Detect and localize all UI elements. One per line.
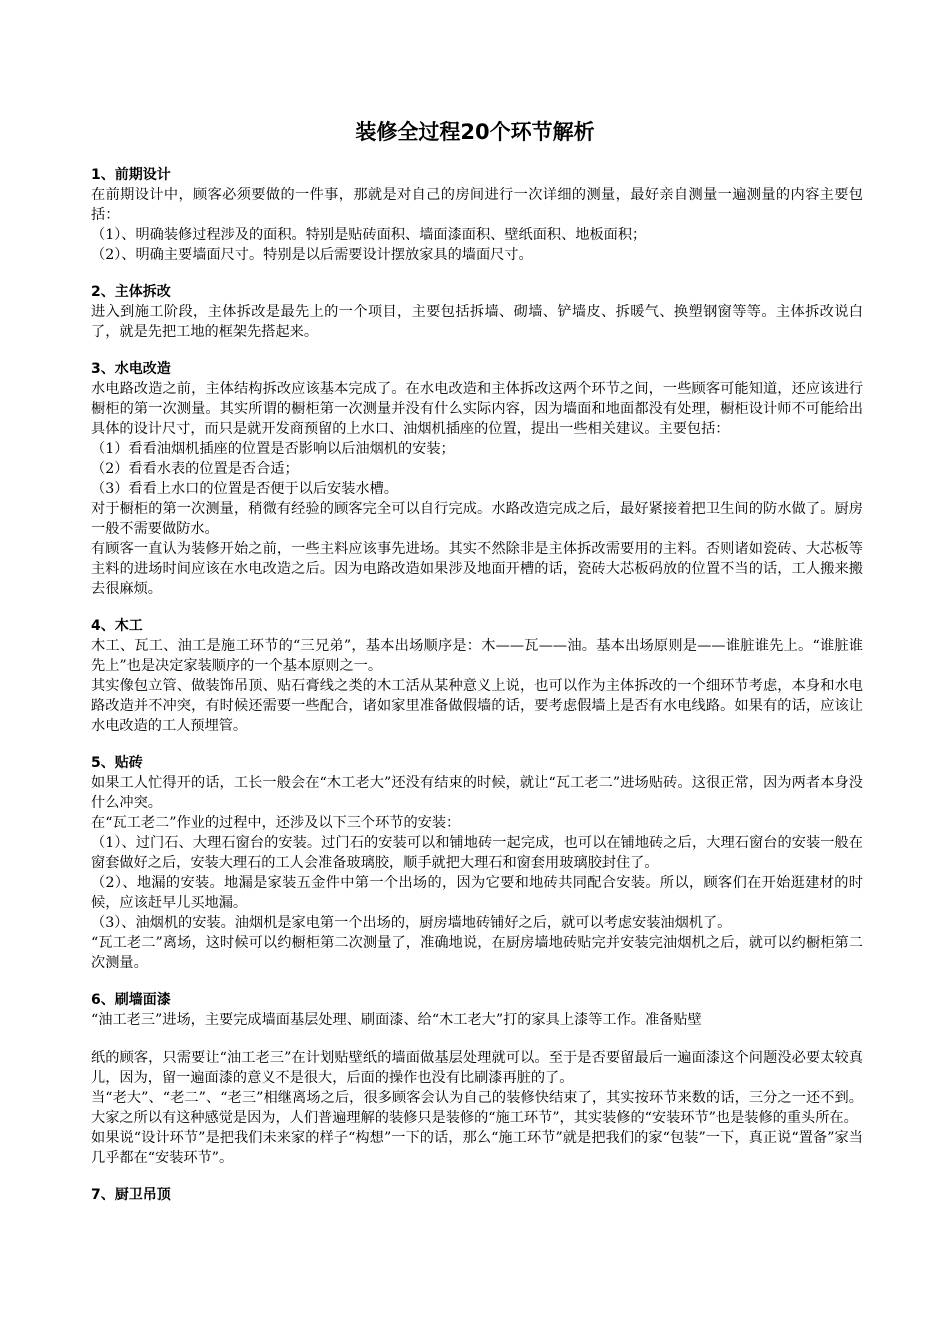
section-demolition	[91, 282, 863, 342]
section-tiling	[91, 753, 863, 973]
paragraph: （3）看看上水口的位置是否便于以后安装水槽。	[91, 481, 398, 497]
section-heading: 4、木工	[91, 618, 143, 634]
paragraph: 有顾客一直认为装修开始之前，一些主料应该事先进场。其实不然除非是主体拆改需要用的主料。否则诸如瓷砖、大芯板等主料的进场时间应该在水电改造之后。因为电路改造如果涉及地面开槽的话，瓷砖大芯板码放的位置不当的话，工人搬来搬去很麻烦。	[91, 541, 863, 597]
section-plumbing-electric	[91, 359, 863, 599]
paragraph: 进入到施工阶段，主体拆改是最先上的一个项目，主要包括拆墙、砌墙、铲墙皮、拆暖气、换塑钢窗等等。主体拆改说白了，就是先把工地的框架先搭起来。	[91, 304, 863, 340]
paragraph: 对于橱柜的第一次测量，稍微有经验的顾客完全可以自行完成。水路改造完成之后，最好紧接着把卫生间的防水做了。厨房一般不需要做防水。	[91, 501, 863, 537]
section-carpentry	[91, 616, 863, 736]
section-heading: 6、刷墙面漆	[91, 992, 171, 1008]
paragraph: 如果说“设计环节”是把我们未来家的样子“构想”一下的话，那么“施工环节”就是把我们的家“包装”一下，真正说“置备”家当几乎都在“安装环节”。	[91, 1130, 863, 1166]
section-heading: 7、厨卫吊顶	[91, 1187, 171, 1203]
section-ceiling	[91, 1185, 863, 1205]
paragraph: （2）、地漏的安装。地漏是家装五金件中第一个出场的，因为它要和地砖共同配合安装。所以，顾客们在开始逛建材的时候，应该赶早儿买地漏。	[91, 875, 863, 911]
section-wall-paint	[91, 990, 863, 1168]
paragraph: （2）看看水表的位置是否合适；	[91, 461, 299, 477]
paragraph: 其实像包立管、做装饰吊顶、贴石膏线之类的木工活从某种意义上说，也可以作为主体拆改的一个细环节考虑，本身和水电路改造并不冲突，有时候还需要一些配合，诸如家里准备做假墙的话，要考虑假墙上是否有水电线路。如果有的话，应该让水电改造的工人预埋管。	[91, 678, 863, 734]
paragraph: （1）看看油烟机插座的位置是否影响以后油烟机的安装；	[91, 441, 455, 457]
paragraph: 纸的顾客，只需要让“油工老三”在计划贴壁纸的墙面做基层处理就可以。至于是否要留最后一遍面漆这个问题没必要太较真儿，因为，留一遍面漆的意义不是很大，后面的操作也没有比刷漆再脏的了。	[91, 1050, 863, 1086]
section-heading: 3、水电改造	[91, 361, 171, 377]
paragraph: （1）、明确装修过程涉及的面积。特别是贴砖面积、墙面漆面积、壁纸面积、地板面积；	[91, 227, 647, 243]
paragraph: 当“老大”、“老二”、“老三”相继离场之后，很多顾客会认为自己的装修快结束了，其实按环节来数的话，三分之一还不到。大家之所以有这种感觉是因为，人们普遍理解的装修只是装修的“施工环节”，其实装修的“安装环节”也是装修的重头所在。	[91, 1090, 863, 1126]
paragraph: 木工、瓦工、油工是施工环节的“三兄弟”，基本出场顺序是：木——瓦——油。基本出场原则是——谁脏谁先上。“谁脏谁先上”也是决定家装顺序的一个基本原则之一。	[91, 638, 863, 674]
paragraph: 在前期设计中，顾客必须要做的一件事，那就是对自己的房间进行一次详细的测量，最好亲自测量一遍测量的内容主要包括：	[91, 187, 863, 223]
paragraph: 如果工人忙得开的话，工长一般会在“木工老大”还没有结束的时候，就让“瓦工老二”进场贴砖。这很正常，因为两者本身没什么冲突。	[91, 775, 863, 811]
paragraph: （3）、油烟机的安装。油烟机是家电第一个出场的，厨房墙地砖铺好之后，就可以考虑安装油烟机了。	[91, 915, 732, 931]
paragraph: 水电路改造之前，主体结构拆改应该基本完成了。在水电改造和主体拆改这两个环节之间，一些顾客可能知道，还应该进行橱柜的第一次测量。其实所谓的橱柜第一次测量并没有什么实际内容，因为墙面和地面都没有处理，橱柜设计师不可能给出具体的设计尺寸，而只是就开发商预留的上水口、油烟机插座的位置，提出一些相关建议。主要包括：	[91, 381, 863, 437]
paragraph: 在“瓦工老二”作业的过程中，还涉及以下三个环节的安装：	[91, 815, 461, 831]
paragraph: “油工老三”进场，主要完成墙面基层处理、刷面漆、给“木工老大”打的家具上漆等工作。准备贴壁	[91, 1012, 702, 1028]
section-heading: 5、贴砖	[91, 755, 143, 771]
paragraph: （2）、明确主要墙面尺寸。特别是以后需要设计摆放家具的墙面尺寸。	[91, 247, 533, 263]
document-title: 装修全过程20个环节解析	[355, 120, 595, 144]
section-design	[91, 165, 863, 265]
paragraph: （1）、过门石、大理石窗台的安装。过门石的安装可以和铺地砖一起完成，也可以在铺地砖之后，大理石窗台的安装一般在窗套做好之后，安装大理石的工人会准备玻璃胶，顺手就把大理石和窗套用玻璃胶封住了。	[91, 835, 863, 871]
document-body	[91, 165, 863, 1222]
paragraph: “瓦工老二”离场，这时候可以约橱柜第二次测量了，准确地说，在厨房墙地砖贴完并安装完油烟机之后，就可以约橱柜第二次测量。	[91, 935, 863, 971]
section-heading: 2、主体拆改	[91, 284, 171, 300]
section-heading: 1、前期设计	[91, 167, 171, 183]
